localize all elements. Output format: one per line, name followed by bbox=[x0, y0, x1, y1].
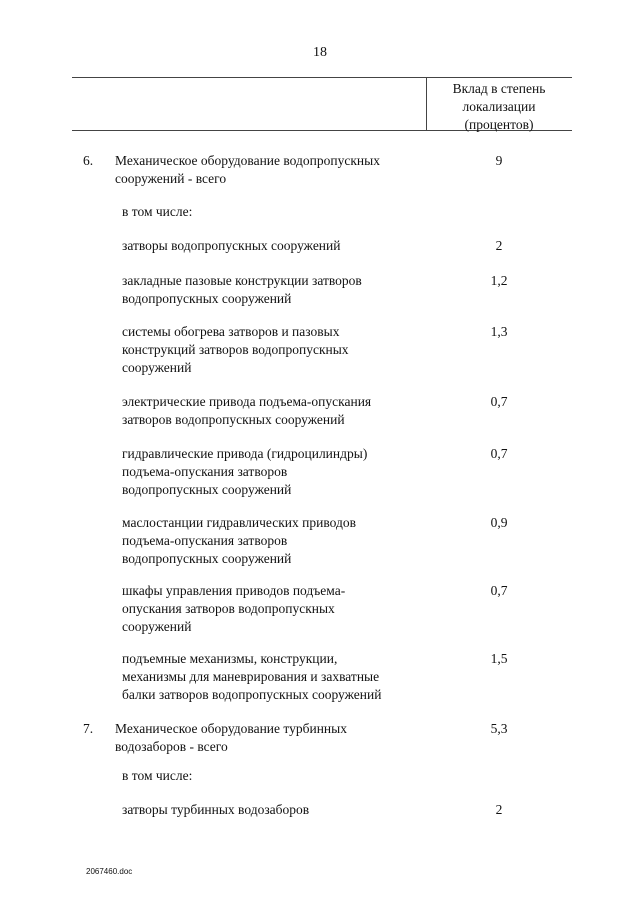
row-value: 1,5 bbox=[490, 651, 508, 666]
row-description-line: шкафы управления приводов подъема- bbox=[122, 583, 346, 598]
row-description-line: водопропускных сооружений bbox=[122, 291, 292, 306]
value-column-header bbox=[426, 80, 572, 134]
row-description bbox=[122, 237, 422, 255]
row-description-line: закладные пазовые конструкции затворов bbox=[122, 273, 362, 288]
row-description-line: водопропускных сооружений bbox=[122, 551, 292, 566]
row-number: 6. bbox=[83, 153, 94, 168]
row-description bbox=[122, 203, 422, 221]
row-description-line: подъема-опускания затворов bbox=[122, 464, 288, 479]
page-number: 18 bbox=[313, 45, 327, 60]
row-description-line: балки затворов водопропускных сооружений bbox=[122, 687, 382, 702]
row-description-line: Механическое оборудование турбинных bbox=[115, 721, 347, 736]
row-number: 7. bbox=[83, 721, 94, 736]
row-value: 0,7 bbox=[490, 583, 508, 598]
table-top-rule bbox=[72, 77, 572, 78]
row-description-line: опускания затворов водопропускных bbox=[122, 601, 335, 616]
row-value: 0,7 bbox=[490, 394, 508, 409]
row-description-line: сооружений bbox=[122, 360, 192, 375]
row-description bbox=[122, 801, 422, 819]
row-description-line: Механическое оборудование водопропускных bbox=[115, 153, 380, 168]
row-description-line: водозаборов - всего bbox=[115, 739, 228, 754]
row-description-line: системы обогрева затворов и пазовых bbox=[122, 324, 340, 339]
value-column-header-line: локализации bbox=[462, 99, 536, 114]
row-description bbox=[122, 323, 422, 377]
row-value: 2 bbox=[495, 238, 503, 253]
row-value: 1,2 bbox=[490, 273, 508, 288]
row-description-line: гидравлические привода (гидроцилиндры) bbox=[122, 446, 368, 461]
row-description bbox=[122, 272, 422, 308]
row-description bbox=[115, 152, 415, 188]
row-description-line: маслостанции гидравлических приводов bbox=[122, 515, 356, 530]
row-value: 0,9 bbox=[490, 515, 508, 530]
row-value: 9 bbox=[495, 153, 503, 168]
row-description-line: подъемные механизмы, конструкции, bbox=[122, 651, 338, 666]
row-description bbox=[122, 514, 422, 568]
row-description-line: сооружений - всего bbox=[115, 171, 227, 186]
row-description-line: в том числе: bbox=[122, 768, 193, 783]
row-description-line: затворы водопропускных сооружений bbox=[122, 238, 341, 253]
row-description-line: сооружений bbox=[122, 619, 192, 634]
row-description-line: в том числе: bbox=[122, 204, 193, 219]
row-value: 1,3 bbox=[490, 324, 508, 339]
document-filename: 2067460.doc bbox=[86, 867, 133, 876]
row-description-line: затворы турбинных водозаборов bbox=[122, 802, 310, 817]
row-description bbox=[115, 720, 415, 756]
row-value: 2 bbox=[495, 802, 503, 817]
row-description-line: электрические привода подъема-опускания bbox=[122, 394, 372, 409]
row-value: 0,7 bbox=[490, 446, 508, 461]
value-column-header-line: Вклад в степень bbox=[452, 81, 546, 96]
row-description bbox=[122, 582, 422, 636]
row-description bbox=[122, 445, 422, 499]
row-description-line: водопропускных сооружений bbox=[122, 482, 292, 497]
row-description-line: конструкций затворов водопропускных bbox=[122, 342, 349, 357]
row-value: 5,3 bbox=[490, 721, 508, 736]
row-description-line: подъема-опускания затворов bbox=[122, 533, 288, 548]
row-description bbox=[122, 767, 422, 785]
row-description bbox=[122, 393, 422, 429]
value-column-header-line: (процентов) bbox=[464, 117, 534, 132]
row-description-line: затворов водопропускных сооружений bbox=[122, 412, 345, 427]
row-description-line: механизмы для маневрирования и захватные bbox=[122, 669, 380, 684]
row-description bbox=[122, 650, 422, 704]
